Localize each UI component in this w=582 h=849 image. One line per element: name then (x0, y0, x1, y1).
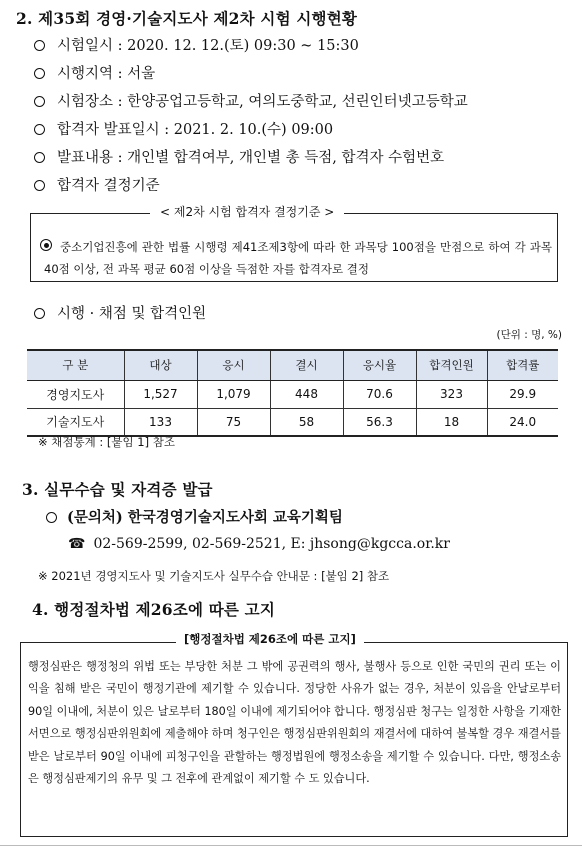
circle-bullet-icon (34, 68, 45, 79)
criteria-text: 중소기업진흥에 관한 법률 시행령 제41조제3항에 따라 한 과목당 100점을 만점으로 하여 각 과목 40점 이상, 전 과목 평균 60점 이상을 득점한 자를 합격자로 결정 (44, 240, 552, 276)
contact-item: (문의처) 한국경영기술지도사회 교육기획팀 (46, 506, 343, 527)
table-unit: (단위 : 명, %) (496, 329, 562, 341)
announcement-date-item: 합격자 발표일시 : 2021. 2. 10.(수) 09:00 (34, 118, 333, 139)
table-row (27, 380, 558, 408)
table-cell: 70.6 (343, 380, 416, 408)
table-cell: 323 (416, 380, 487, 408)
section4-heading: 4. 행정절차법 제26조에 따른 고지 (32, 600, 276, 619)
stats-table (27, 349, 558, 437)
circle-bullet-icon (34, 40, 45, 51)
table-cell: 경영지도사 (27, 380, 124, 408)
table-row (27, 408, 558, 436)
table-cell: 75 (197, 408, 270, 436)
phone-icon: ☎ (68, 536, 86, 552)
circle-bullet-icon (34, 96, 45, 107)
pass-criteria-item: 합격자 결정기준 (34, 174, 160, 195)
table-note: ※ 채점통계 : [붙임 1] 참조 (38, 435, 175, 449)
table-cell: 18 (416, 408, 487, 436)
header-passed: 합격인원 (416, 350, 487, 380)
circle-bullet-icon (46, 512, 57, 523)
header-target: 대상 (124, 350, 197, 380)
circle-bullet-icon (34, 124, 45, 135)
header-category: 구 분 (27, 350, 124, 380)
table-cell: 29.9 (487, 380, 558, 408)
circle-bullet-icon (34, 308, 45, 319)
table-cell: 56.3 (343, 408, 416, 436)
exam-region-item: 시행지역 : 서울 (34, 62, 155, 83)
table-cell: 58 (270, 408, 343, 436)
table-cell: 기술지도사 (27, 408, 124, 436)
exam-date-item: 시험일시 : 2020. 12. 12.(토) 09:30 ~ 15:30 (34, 34, 359, 55)
notice-box-title: [행정절차법 제26조에 따른 고지] (176, 631, 364, 647)
table-cell: 133 (124, 408, 197, 436)
criteria-title: < 제2차 시험 합격자 결정기준 > (150, 203, 344, 220)
stats-item: 시행 · 채점 및 합격인원 (34, 302, 206, 323)
header-absent: 결시 (270, 350, 343, 380)
training-note: ※ 2021년 경영지도사 및 기술지도사 실무수습 안내문 : [붙임 2] 참조 (38, 569, 390, 583)
notice-text: 행정심판은 행정청의 위법 또는 부당한 처분 그 밖에 공권력의 행사, 불행사 등으로 인한 국민의 권리 또는 이익을 침해 받은 국민이 행정기관에 제기할 수 있습니다. 정당한 사유가 없는 경우, 처분이 있음을 안날로부터 90일 이내에, 처분이 있은 날로부터 180일 이내에 제기되어야 합니다. 행정심판 청구는 일정한 사항을 기재한 서면으로 행정심판위원회에 제출해야 하며 청구인은 행정심판위원회의 재결서에 대하여 불복할 경우 재결서를 받은 날로부터 90일 이내에 피청구인을 관할하는 행정법원에 행정소송을 제기할 수 있습니다. 다만, 행정소송은 행정심판제기의 유무 및 그 전후에 관계없이 제기할 수 도 있습니다. (28, 660, 561, 786)
section2-heading: 2. 제35회 경영·기술지도사 제2차 시험 시행현황 (16, 9, 358, 28)
section3-heading: 3. 실무수습 및 자격증 발급 (22, 480, 213, 499)
table-cell: 1,079 (197, 380, 270, 408)
announcement-content-item: 발표내용 : 개인별 합격여부, 개인별 총 득점, 합격자 수험번호 (34, 146, 444, 167)
table-cell: 1,527 (124, 380, 197, 408)
table-cell: 24.0 (487, 408, 558, 436)
exam-venue-item: 시험장소 : 한양공업고등학교, 여의도중학교, 선린인터넷고등학교 (34, 90, 468, 111)
table-header-row (27, 350, 558, 380)
header-applied: 응시 (197, 350, 270, 380)
divider (0, 845, 582, 846)
table-cell: 448 (270, 380, 343, 408)
phone-email-line: ☎ 02-569-2599, 02-569-2521, E: jhsong@kgcca.or.kr (68, 536, 450, 552)
header-attendance-rate: 응시율 (343, 350, 416, 380)
header-pass-rate: 합격률 (487, 350, 558, 380)
circle-bullet-icon (34, 152, 45, 163)
circle-bullet-icon (34, 180, 45, 191)
